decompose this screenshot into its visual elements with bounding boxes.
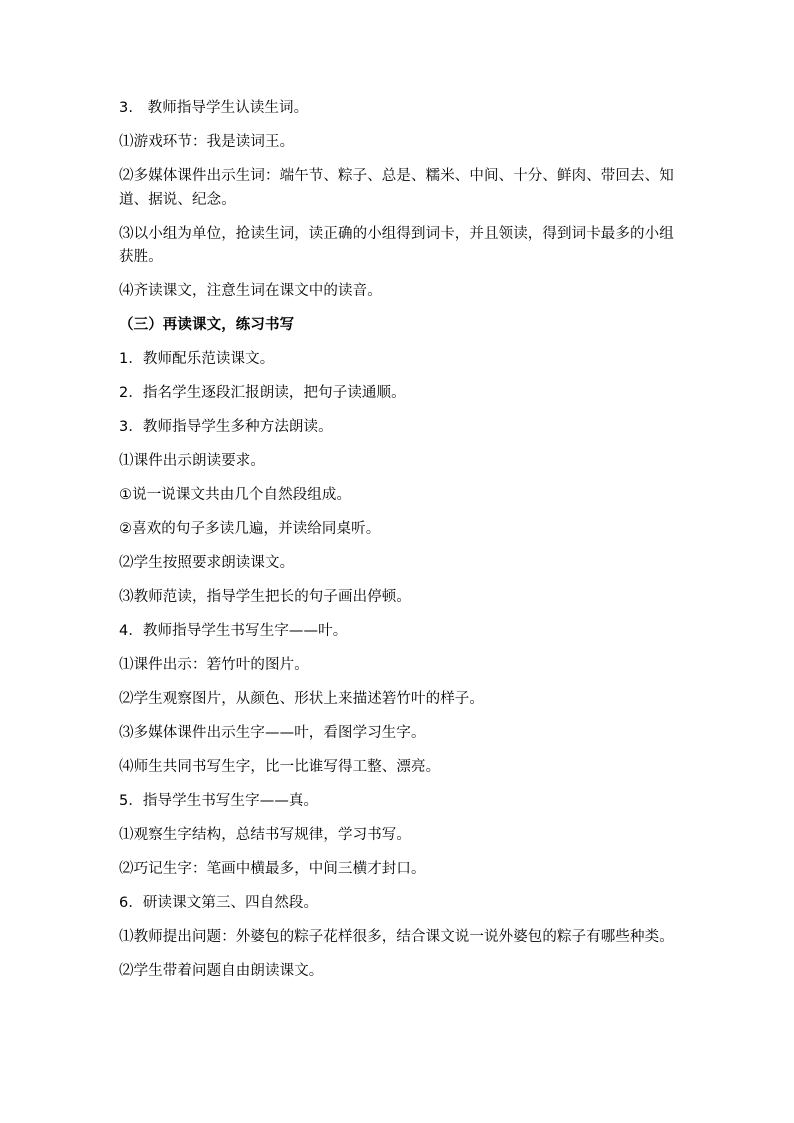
list-item: ⑵多媒体课件出示生词：端午节、粽子、总是、糯米、中间、十分、鲜肉、带回去、知道、据说、纪念。: [119, 168, 674, 208]
document-body: [119, 97, 679, 994]
list-item: ⑵巧记生字：笔画中横最多，中间三横才封口。: [119, 861, 426, 877]
list-item: 6．研读课文第三、四自然段。: [119, 895, 319, 911]
list-item: 3．教师指导学生多种方法朗读。: [119, 419, 333, 435]
list-item: ⑴游戏环节：我是读词王。: [119, 134, 295, 150]
list-item: ⑴课件出示：箬竹叶的图片。: [119, 657, 309, 673]
list-item: 4．教师指导学生书写生字——叶。: [119, 623, 348, 639]
list-item: ②喜欢的句子多读几遍，并读给同桌听。: [119, 521, 381, 537]
list-item: 2．指名学生逐段汇报朗读，把句子读通顺。: [119, 385, 406, 401]
list-item: ⑵学生按照要求朗读课文。: [119, 555, 295, 571]
list-item: ⑶以小组为单位，抢读生词，读正确的小组得到词卡，并且领读，得到词卡最多的小组获胜。: [119, 225, 674, 265]
list-item: 1．教师配乐范读课文。: [119, 351, 275, 367]
list-item: 5．指导学生书写生字——真。: [119, 793, 319, 809]
list-item: ⑴观察生字结构，总结书写规律，学习书写。: [119, 827, 411, 843]
list-item: ⑴课件出示朗读要求。: [119, 453, 265, 469]
list-item: ①说一说课文共由几个自然段组成。: [119, 487, 352, 503]
list-item: ⑷师生共同书写生字，比一比谁写得工整、漂亮。: [119, 759, 441, 775]
list-item: ⑶教师范读，指导学生把长的句子画出停顿。: [119, 589, 411, 605]
list-item: ⑴教师提出问题：外婆包的粽子花样很多，结合课文说一说外婆包的粽子有哪些种类。: [119, 929, 674, 945]
list-item: ⑵学生观察图片，从颜色、形状上来描述箬竹叶的样子。: [119, 691, 484, 707]
list-item: ⑵学生带着问题自由朗读课文。: [119, 963, 324, 979]
section-heading: （三）再读课文，练习书写: [119, 317, 295, 333]
list-item: ⑷齐读课文，注意生词在课文中的读音。: [119, 283, 382, 299]
list-item-read-words: 3. 教师指导学生认读生词。: [119, 100, 309, 116]
list-item: ⑶多媒体课件出示生字——叶，看图学习生字。: [119, 725, 426, 741]
